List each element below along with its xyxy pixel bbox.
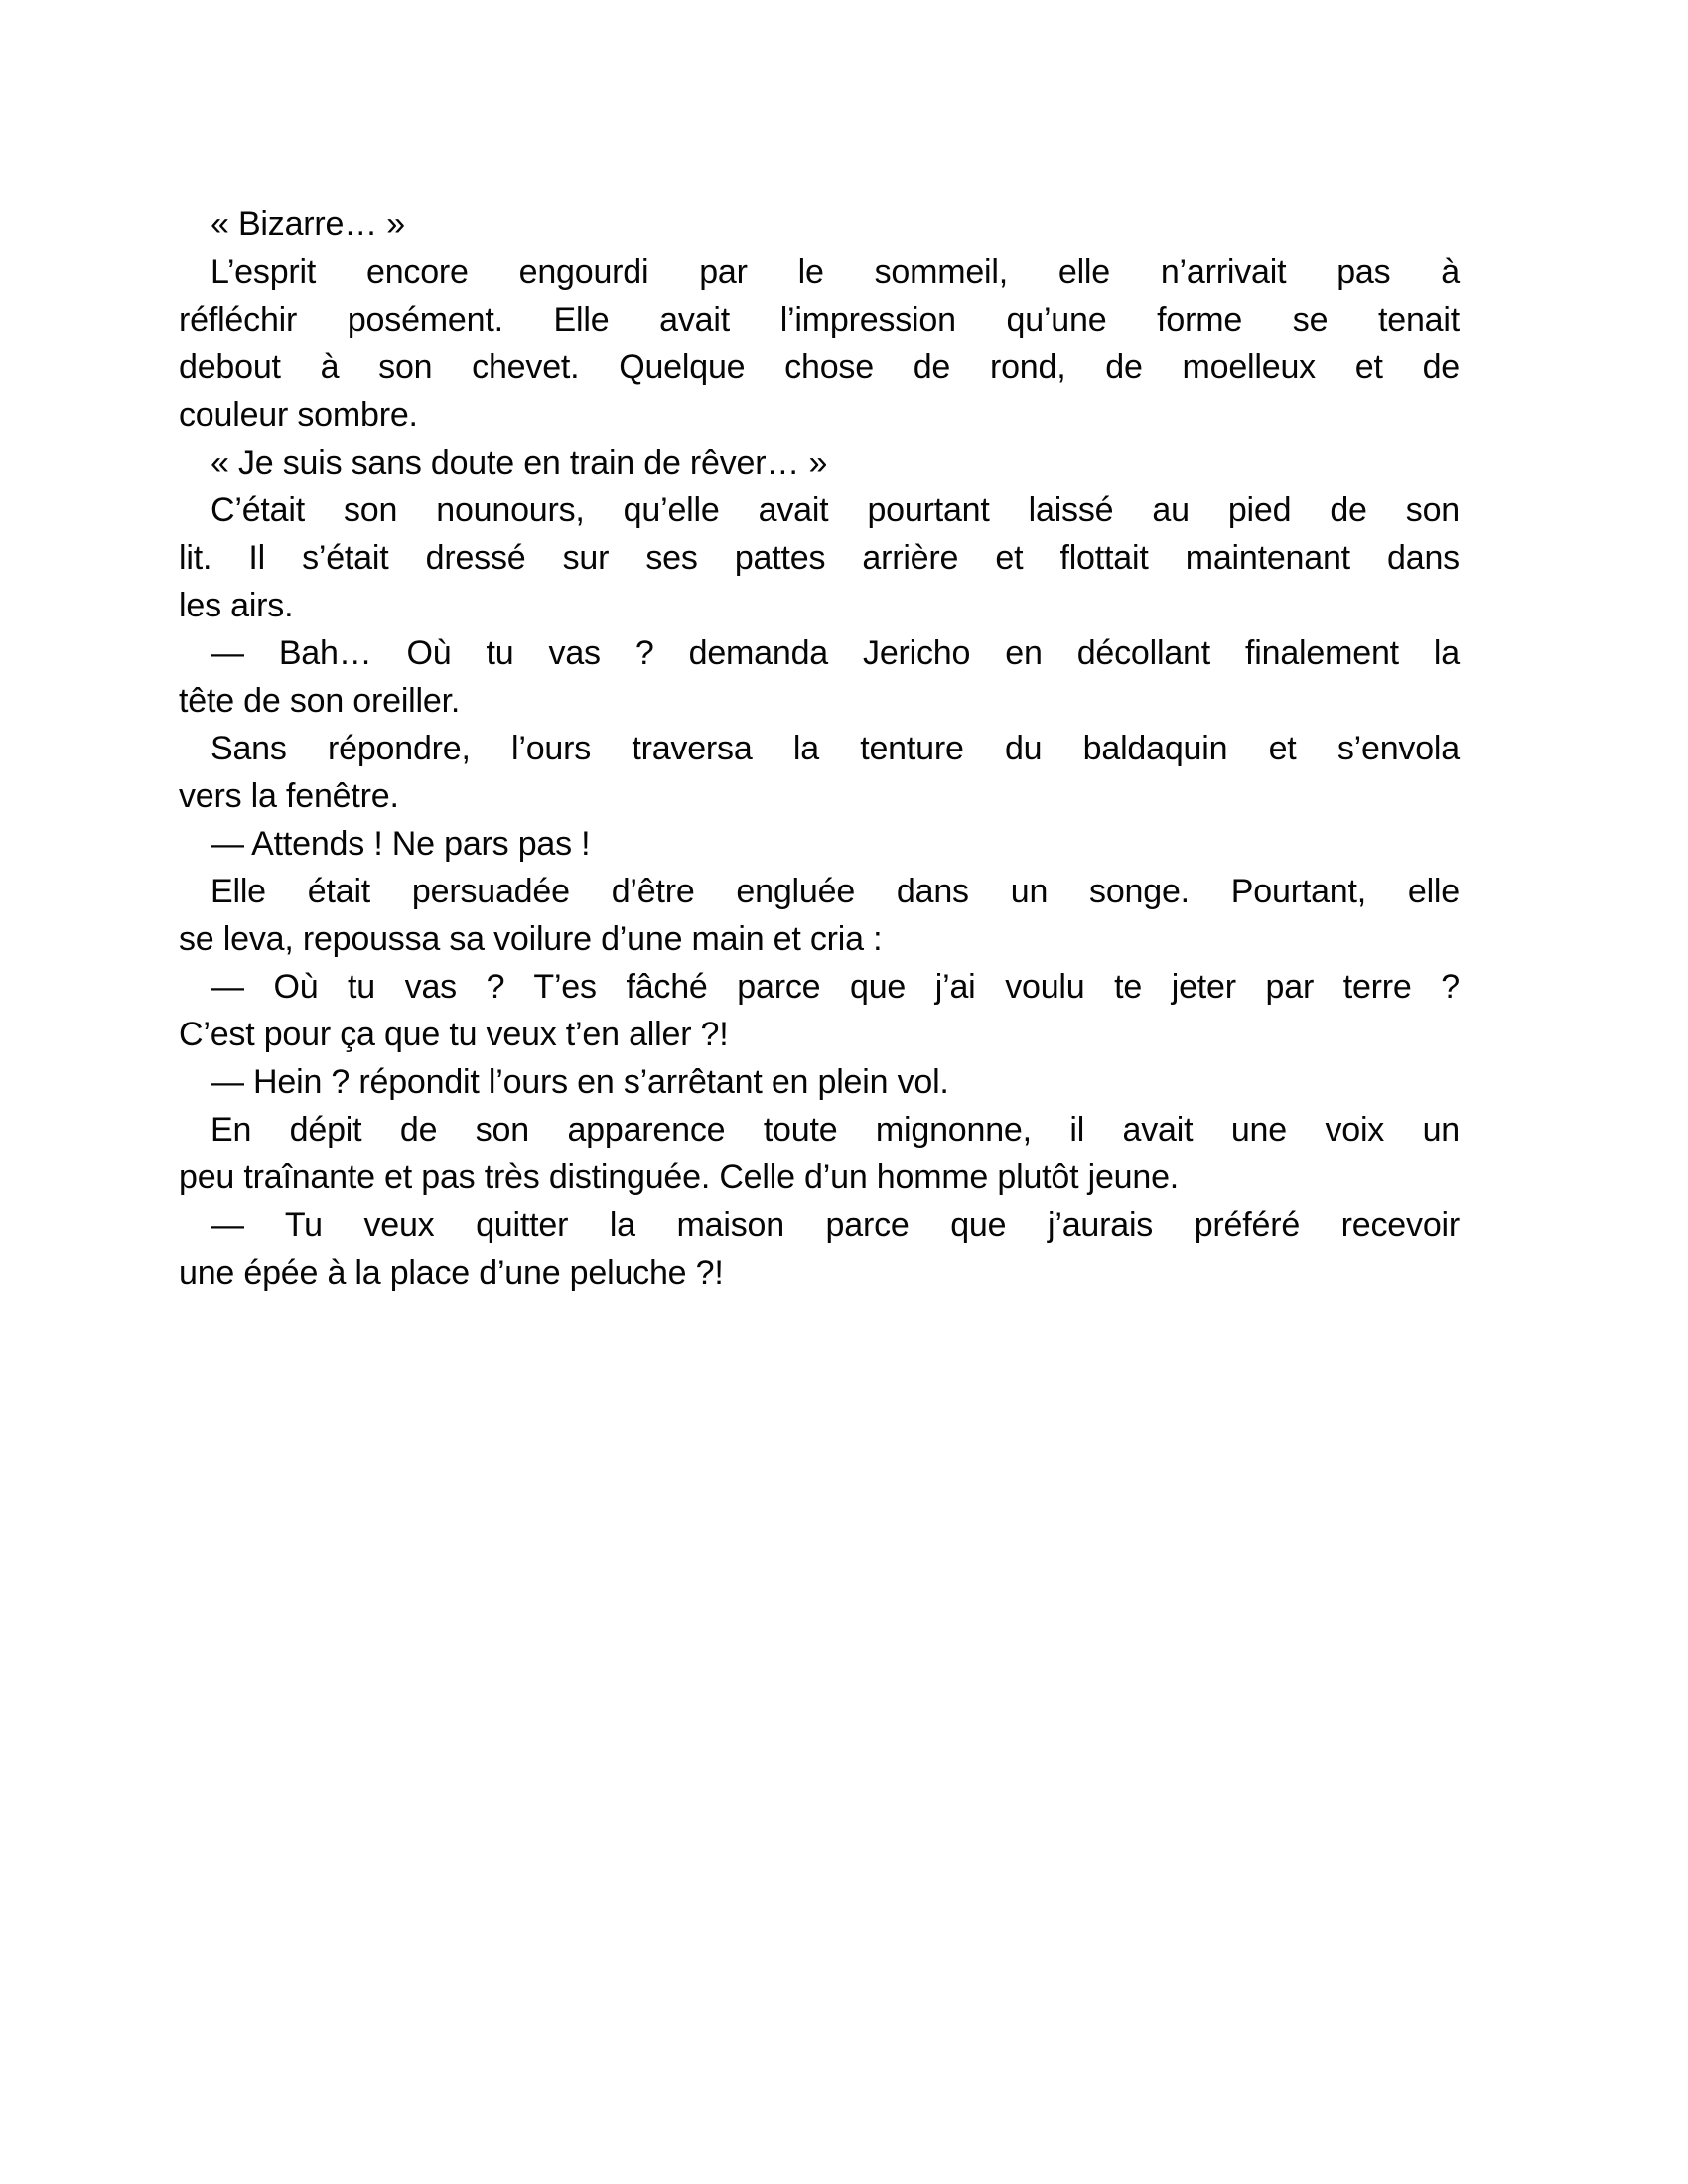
text-line: les airs.	[179, 587, 294, 624]
paragraph	[179, 1201, 1460, 1297]
text-line: L’esprit encore engourdi par le sommeil, elle n’arrivait pas à	[211, 253, 1460, 291]
text-line: réfléchir posément. Elle avait l’impression qu’une forme se tenait	[179, 301, 1460, 339]
text-line: une épée à la place d’une peluche ?!	[179, 1254, 724, 1292]
paragraph	[179, 868, 1460, 963]
text-line: C’était son nounours, qu’elle avait pourtant laissé au pied de son	[211, 491, 1460, 529]
text-line: se leva, repoussa sa voilure d’une main et cria :	[179, 920, 883, 958]
text-line: « Je suis sans doute en train de rêver… »	[211, 444, 828, 481]
text-line: tête de son oreiller.	[179, 682, 461, 720]
text-line: — Attends ! Ne pars pas !	[211, 825, 591, 863]
paragraph	[179, 439, 1460, 486]
text-line: debout à son chevet. Quelque chose de rond, de moelleux et de	[179, 348, 1460, 386]
text-line: Sans répondre, l’ours traversa la tenture du baldaquin et s’envola	[211, 730, 1460, 767]
text-line: « Bizarre… »	[211, 205, 406, 243]
paragraph	[179, 201, 1460, 248]
text-line: Elle était persuadée d’être engluée dans un songe. Pourtant, elle	[211, 873, 1460, 910]
paragraph	[179, 486, 1460, 629]
text-line: En dépit de son apparence toute mignonne, il avait une voix un	[211, 1111, 1460, 1149]
text-line: peu traînante et pas très distinguée. Celle d’un homme plutôt jeune.	[179, 1159, 1180, 1196]
text-line: C’est pour ça que tu veux t’en aller ?!	[179, 1016, 729, 1053]
paragraph	[179, 1106, 1460, 1201]
paragraph	[179, 820, 1460, 868]
paragraph	[179, 629, 1460, 725]
text-line: — Hein ? répondit l’ours en s’arrêtant en plein vol.	[211, 1063, 949, 1101]
text-line: — Bah… Où tu vas ? demanda Jericho en décollant finalement la	[211, 634, 1460, 672]
paragraph	[179, 248, 1460, 439]
text-line: vers la fenêtre.	[179, 777, 399, 815]
text-line: — Où tu vas ? T’es fâché parce que j’ai voulu te jeter par terre ?	[211, 968, 1460, 1006]
text-line: couleur sombre.	[179, 396, 418, 434]
text-line: lit. Il s’était dressé sur ses pattes arrière et flottait maintenant dans	[179, 539, 1460, 577]
paragraph	[179, 725, 1460, 820]
paragraph	[179, 963, 1460, 1058]
paragraph	[179, 1058, 1460, 1106]
text-block	[179, 201, 1460, 1297]
text-line: — Tu veux quitter la maison parce que j’aurais préféré recevoir	[211, 1206, 1460, 1244]
